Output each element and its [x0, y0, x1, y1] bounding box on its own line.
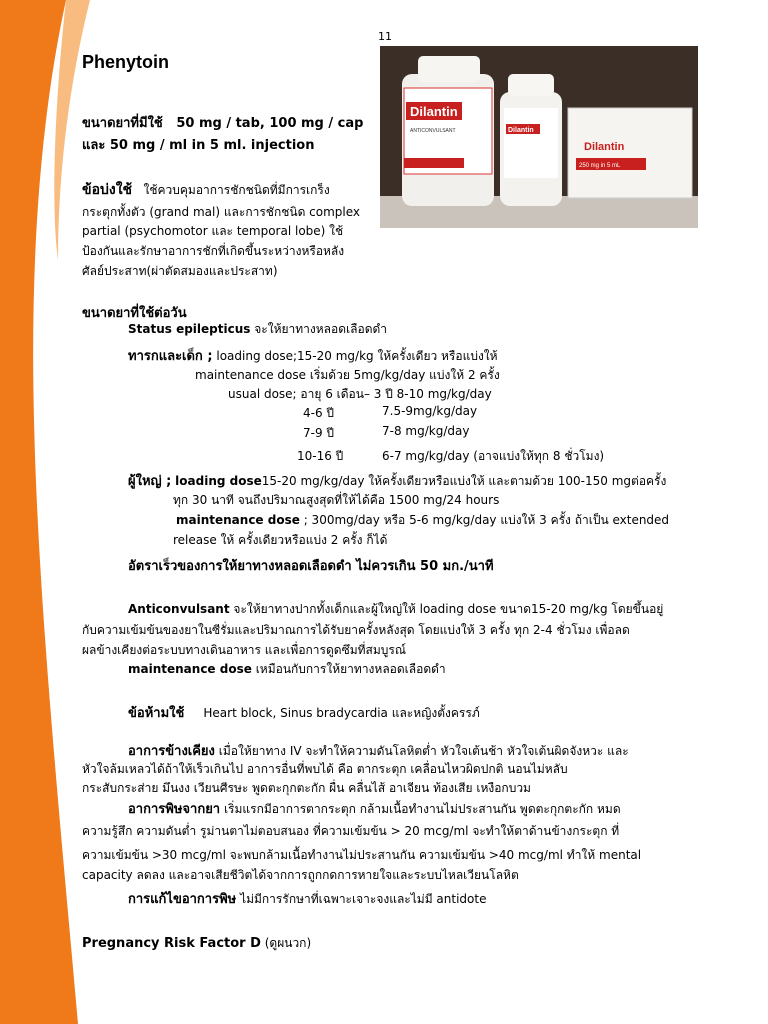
- anticonvulsant-line3: ผลข้างเคียงต่อระบบทางเดินอาหาร และเพื่อการดูดซึมที่สมบูรณ์: [82, 643, 406, 657]
- dosage-forms-line2: และ 50 mg / ml in 5 ml. injection: [82, 138, 315, 153]
- dosage-forms-label: ขนาดยาที่มีใช้: [82, 116, 163, 131]
- iv-rate-line: อัตราเร็วของการให้ยาทางหลอดเลือดดำ ไม่ควรเกิน 50 มก./นาที: [128, 559, 494, 574]
- box-sub: 250 mg in 5 mL: [579, 163, 621, 169]
- age-row-age: 7-9 ปี: [303, 426, 335, 440]
- adult-line2: ทุก 30 นาที จนถึงปริมาณสูงสุดที่ให้ได้คือ 1500 mg/24 hours: [173, 493, 500, 507]
- child-line: ทารกและเด็ก ; loading dose;15-20 mg/kg ให้ครั้งเดียว หรือแบ่งให้: [128, 349, 498, 364]
- page-title: Phenytoin: [82, 52, 170, 72]
- child-maint-line: maintenance dose เริ่มด้วย 5mg/kg/day แบ่งให้ 2 ครั้ง: [195, 368, 500, 382]
- bottle2-brand: Dilantin: [508, 127, 534, 134]
- indication-line5: ศัลย์ประสาท(ผ่าตัดสมองและประสาท): [82, 264, 278, 278]
- page-number: 11: [378, 30, 392, 43]
- indication-line3: partial (psychomotor และ temporal lobe) ใช้: [82, 224, 344, 238]
- bottle1-label: ANTICONVULSANT: [410, 128, 456, 134]
- box-brand: Dilantin: [584, 141, 625, 153]
- pregnancy-line: Pregnancy Risk Factor D (ดูผนวก): [82, 936, 312, 951]
- age-row-dose: 7-8 mg/kg/day: [382, 424, 470, 438]
- side-effects-line2: หัวใจล้มเหลวได้ถ้าให้เร็วเกินไป อาการอื่นที่พบได้ คือ ตากระตุก เคลื่อนไหวผิดปกติ นอนไม่หลับ: [82, 762, 568, 776]
- adult-maint-line2: release ให้ ครั้งเดียวหรือแบ่ง 2 ครั้ง ก็ได้: [173, 533, 388, 547]
- contraindications-line: ข้อห้ามใช้ Heart block, Sinus bradycardia และหญิงตั้งครรภ์: [128, 706, 480, 721]
- toxicity-line2: ความรู้สึก ความดันต่ำ รูม่านตาไม่ตอบสนอง ที่ความเข้มข้น > 20 mcg/ml จะทำให้ตาด้านข้างกระตุก ที่: [82, 824, 620, 838]
- age-row-age: 4-6 ปี: [303, 406, 335, 420]
- indication-line4: ป้องกันและรักษาอาการชักที่เกิดขึ้นระหว่างหรือหลัง: [82, 244, 345, 258]
- daily-dose-heading: ขนาดยาที่ใช้ต่อวัน: [82, 306, 187, 321]
- age-row-dose: 7.5-9mg/kg/day: [382, 404, 478, 418]
- anticonvulsant-line2: กับความเข้มข้นของยาในซีรั่มและปริมาณการได้รับยาครั้งหลังสุด โดยแบ่งให้ 3 ครั้ง ทุก 2-4 ชั่วโมง เพื่อลด: [82, 623, 630, 637]
- indication-line2: กระตุกทั้งตัว (grand mal) และการชักชนิด complex: [82, 205, 361, 219]
- decorative-sidebar: [0, 0, 90, 1024]
- adult-maint-line: maintenance dose ; 300mg/day หรือ 5-6 mg/kg/day แบ่งให้ 3 ครั้ง ถ้าเป็น extended: [176, 513, 670, 527]
- dosage-forms-line1: [82, 112, 363, 133]
- treatment-line: การแก้ไขอาการพิษ ไม่มีการรักษาที่เฉพาะเจาะจงและไม่มี antidote: [128, 892, 487, 907]
- product-photo: [380, 46, 698, 228]
- status-line: Status epilepticus จะให้ยาทางหลอดเลือดดำ: [128, 322, 388, 336]
- dosage-forms-value: 50 mg / tab, 100 mg / cap: [176, 116, 364, 131]
- age-row-dose: 6-7 mg/kg/day (อาจแบ่งให้ทุก 8 ชั่วโมง): [382, 449, 605, 463]
- age-row-age: 10-16 ปี: [297, 449, 344, 463]
- toxicity-line3: ความเข้มข้น >30 mcg/ml จะพบกล้ามเนื้อทำงานไม่ประสานกัน ความเข้มข้น >40 mcg/ml ทำให้ mental: [82, 848, 642, 862]
- toxicity-line4: capacity ลดลง และอาจเสียชีวิตได้จากการถูกกดการหายใจและระบบไหลเวียนโลหิต: [82, 868, 519, 882]
- anticonvulsant-line1: Anticonvulsant จะให้ยาทางปากทั้งเด็กและผู้ใหญ่ให้ loading dose ขนาด15-20 mg/kg โดยขึ้นอยู่: [128, 602, 664, 616]
- side-effects-line3: กระสับกระส่าย มึนงง เวียนศีรษะ พูดตะกุกตะกัก ผื่น คลื่นไส้ อาเจียน ท้องเสีย เหงือกบวม: [82, 781, 531, 795]
- indication-line1: ข้อบ่งใช้ ใช้ควบคุมอาการชักชนิดที่มีการเกร็ง: [82, 182, 330, 198]
- usual-dose-line: usual dose; อายุ 6 เดือน– 3 ปี 8-10 mg/kg/day: [228, 387, 492, 401]
- side-effects-line1: อาการข้างเคียง เมื่อให้ยาทาง IV จะทำให้ความดันโลหิตต่ำ หัวใจเต้นช้า หัวใจเต้นผิดจังหวะ และ: [128, 744, 629, 759]
- toxicity-line1: อาการพิษจากยา เริ่มแรกมีอาการตากระตุก กล้ามเนื้อทำงานไม่ประสานกัน พูดตะกุกตะกัก หมด: [128, 802, 621, 817]
- adult-line: ผู้ใหญ่ ; loading dose15-20 mg/kg/day ให้ครั้งเดียวหรือแบ่งให้ และตามด้วย 100-150 mgต่อครั้ง: [128, 474, 667, 489]
- bottle1-brand: Dilantin: [410, 104, 458, 119]
- indication-label: ข้อบ่งใช้: [82, 182, 133, 198]
- anticonvulsant-maint: maintenance dose เหมือนกับการให้ยาทางหลอดเลือดดำ: [128, 662, 446, 676]
